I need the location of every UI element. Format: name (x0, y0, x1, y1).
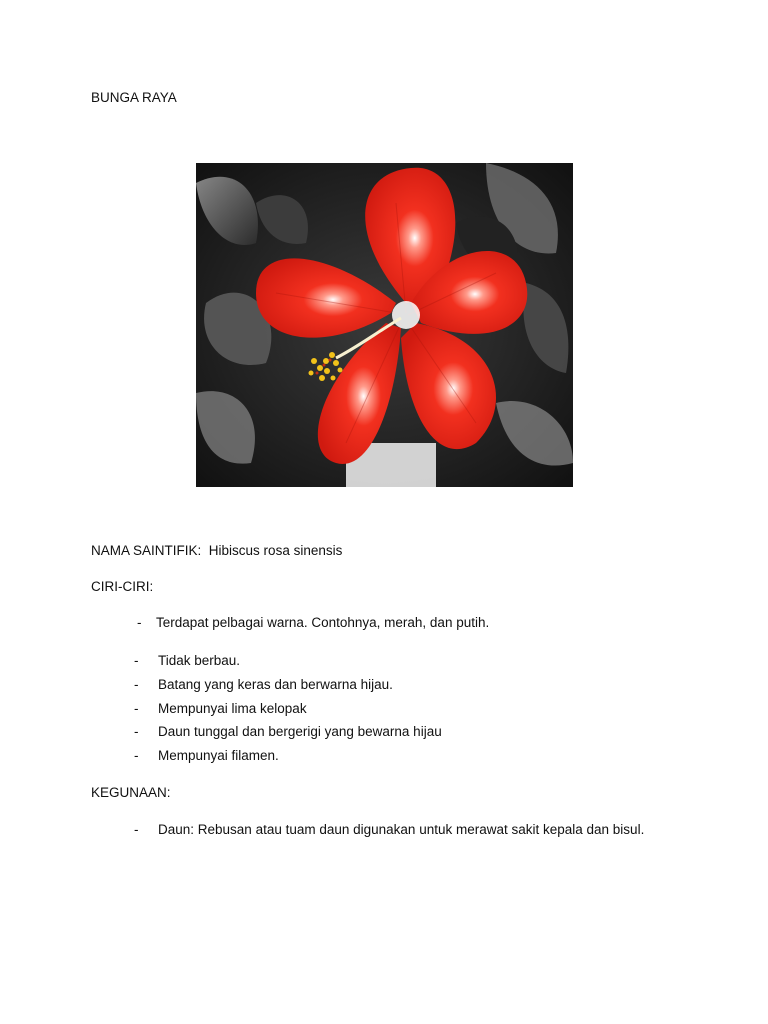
list-item: Daun: Rebusan atau tuam daun digunakan untuk merawat sakit kepala dan bisul. (158, 822, 645, 837)
ciri-heading: CIRI-CIRI: (91, 579, 154, 594)
list-bullet: - (134, 653, 139, 668)
document-title: BUNGA RAYA (91, 90, 177, 105)
list-item: Daun tunggal dan bergerigi yang bewarna hijau (158, 724, 442, 739)
list-item: Mempunyai filamen. (158, 748, 279, 763)
list-item: Terdapat pelbagai warna. Contohnya, merah, dan putih. (156, 615, 490, 630)
list-bullet: - (134, 724, 139, 739)
list-item: Tidak berbau. (158, 653, 241, 668)
hibiscus-photo (196, 163, 573, 487)
list-item: Mempunyai lima kelopak (158, 701, 307, 716)
list-bullet: - (137, 615, 142, 630)
scientific-name-label: NAMA SAINTIFIK: (91, 543, 202, 558)
list-bullet: - (134, 677, 139, 692)
list-item: Batang yang keras dan berwarna hijau. (158, 677, 393, 692)
list-bullet: - (134, 701, 139, 716)
scientific-name-value: Hibiscus rosa sinensis (208, 543, 343, 558)
list-bullet: - (134, 822, 139, 837)
list-bullet: - (134, 748, 139, 763)
kegunaan-heading: KEGUNAAN: (91, 785, 171, 800)
scientific-name-line (91, 543, 342, 559)
